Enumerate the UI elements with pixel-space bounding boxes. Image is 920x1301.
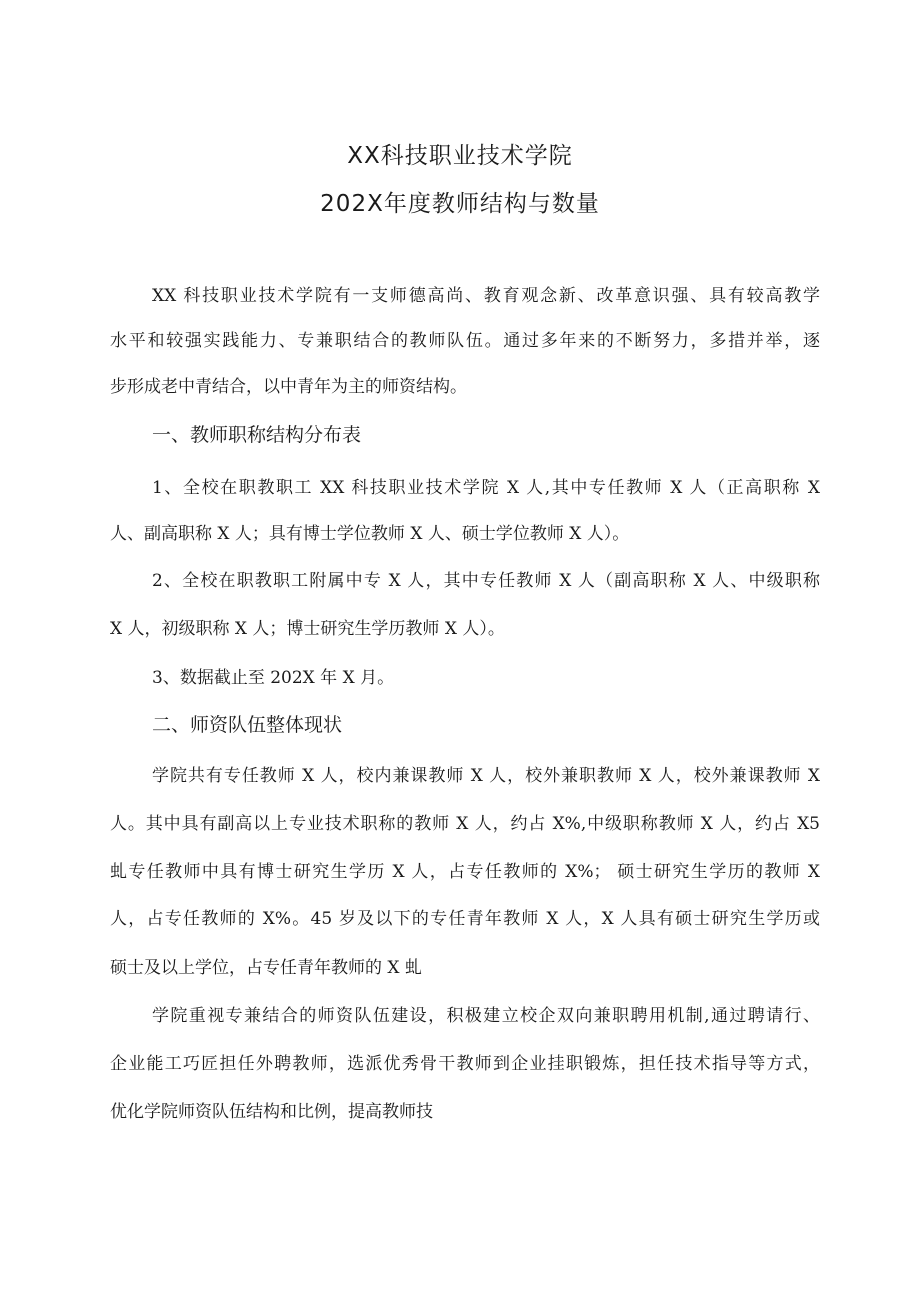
para1-line: 硕士及以上学位，占专任青年教师的 X 虬: [110, 958, 422, 978]
para2-line: 学院重视专兼结合的师资队伍建设，积极建立校企双向兼职聘用机制,通过聘请行、: [152, 1006, 820, 1026]
para2-line: 优化学院师资队伍结构和比例，提高教师技: [110, 1102, 433, 1122]
intro-line: XX 科技职业技术学院有一支师德高尚、教育观念新、改革意识强、具有较高教学: [152, 286, 820, 306]
para1-line: 人。其中具有副高以上专业技术职称的教师 X 人，约占 X%,中级职称教师 X 人，约占 X5: [110, 814, 820, 834]
section-heading-title-structure: 一、教师职称结构分布表: [152, 424, 362, 446]
item1-line: 1、全校在职教职工 XX 科技职业技术学院 X 人,其中专任教师 X 人（正高职称 X: [152, 478, 820, 498]
item2-line: X 人，初级职称 X 人；博士研究生学历教师 X 人）。: [110, 619, 505, 639]
item3-line: 3、数据截止至 202X 年 X 月。: [152, 668, 395, 688]
para1-line: 人，占专任教师的 X%。45 岁及以下的专任青年教师 X 人，X 人具有硕士研究生学历或: [110, 909, 820, 929]
document-title-institution: XX科技职业技术学院: [347, 143, 573, 169]
intro-line: 水平和较强实践能力、专兼职结合的教师队伍。通过多年来的不断努力，多措并举，逐: [110, 331, 820, 351]
para2-line: 企业能工巧匠担任外聘教师，选派优秀骨干教师到企业挂职锻炼，担任技术指导等方式，: [110, 1054, 820, 1074]
item2-line: 2、全校在职教职工附属中专 X 人，其中专任教师 X 人（副高职称 X 人、中级职称: [152, 571, 820, 591]
section-heading-faculty-status: 二、师资队伍整体现状: [152, 714, 343, 736]
document-title-subject: 202X年度教师结构与数量: [320, 191, 600, 217]
intro-line: 步形成老中青结合，以中青年为主的师资结构。: [110, 377, 467, 397]
para1-line: 虬专任教师中具有博士研究生学历 X 人，占专任教师的 X%； 硕士研究生学历的教师 X: [110, 862, 820, 882]
para1-line: 学院共有专任教师 X 人，校内兼课教师 X 人，校外兼职教师 X 人，校外兼课教师 X: [152, 766, 820, 786]
item1-line: 人、副高职称 X 人；具有博士学位教师 X 人、硕士学位教师 X 人）。: [110, 524, 630, 544]
